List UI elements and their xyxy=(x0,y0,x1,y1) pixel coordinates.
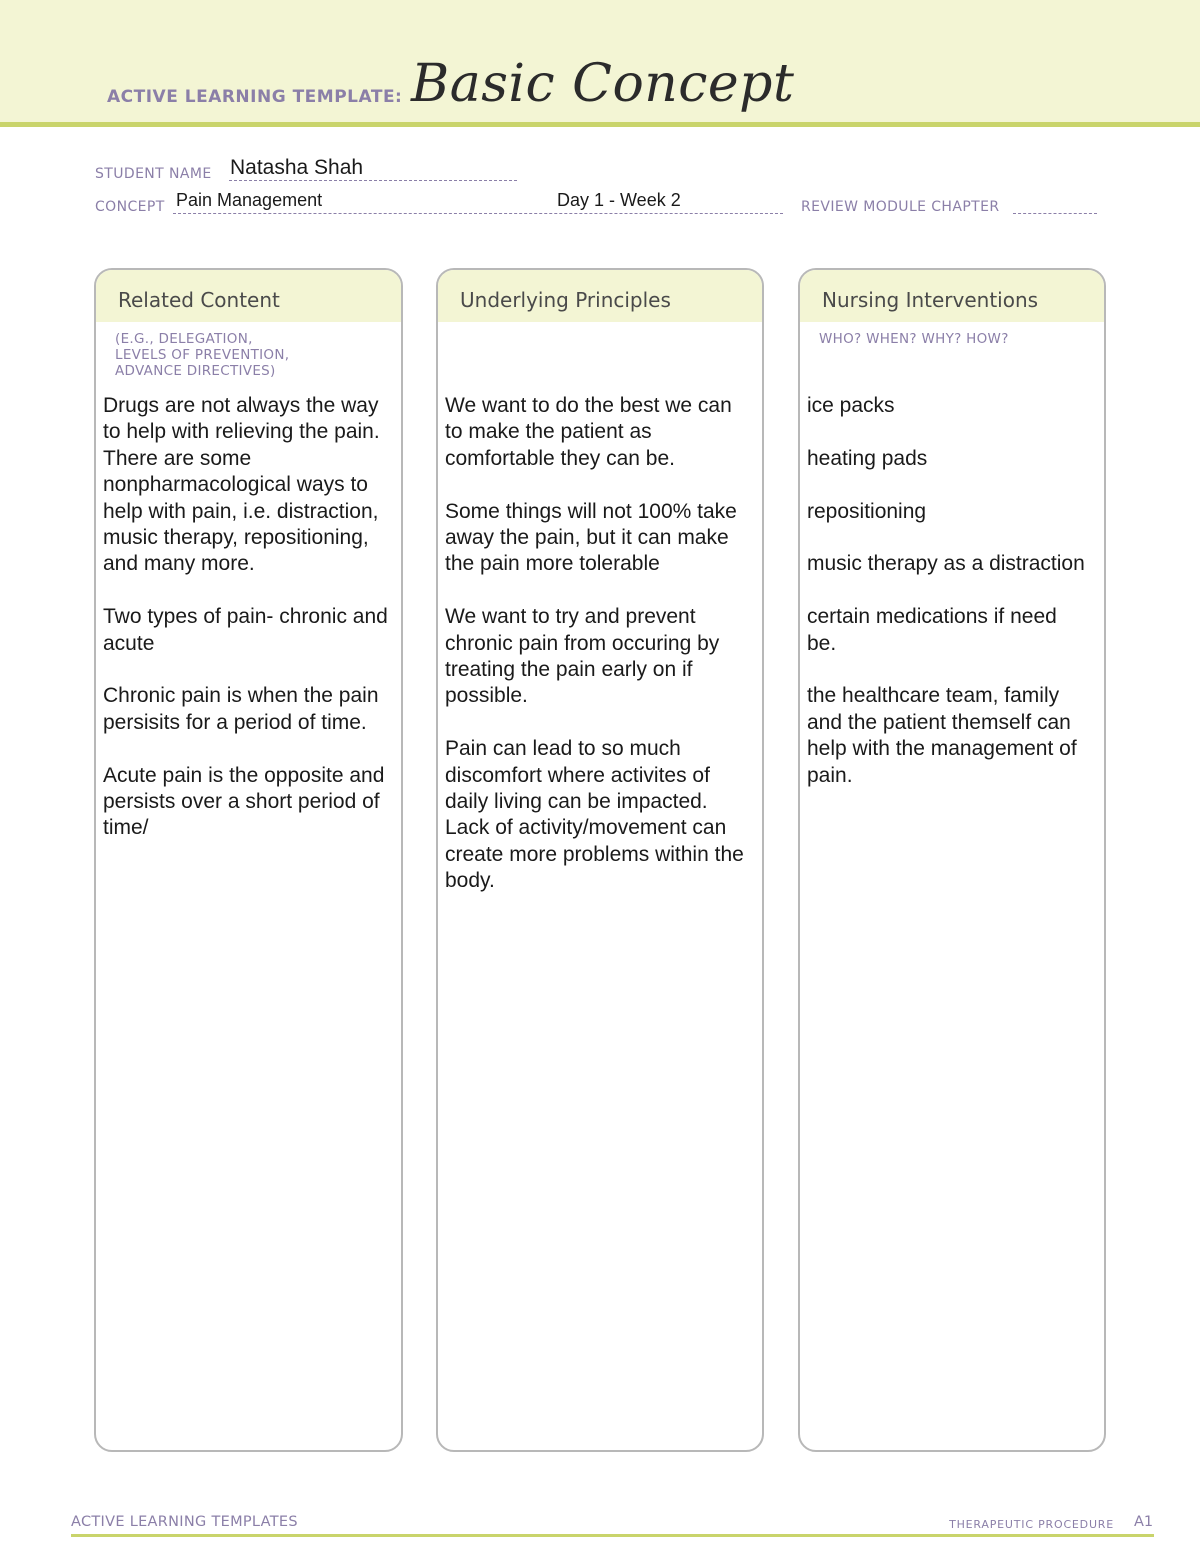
footer-section: THERAPEUTIC PROCEDURE xyxy=(949,1518,1114,1531)
footer-label: ACTIVE LEARNING TEMPLATES xyxy=(71,1514,298,1530)
underlying-principles-paragraph: Pain can lead to so much discomfort where activites of daily living can be impacted. Lack of activity/movement can create more problems within the body. xyxy=(445,737,744,893)
related-content-hint-line: (E.G., DELEGATION, xyxy=(115,331,253,347)
header-rule xyxy=(0,122,1200,127)
nursing-interventions-paragraph: music therapy as a distraction xyxy=(807,552,1085,576)
concept-extra-field[interactable]: Day 1 - Week 2 xyxy=(557,190,681,210)
concept-label: CONCEPT xyxy=(95,199,165,215)
nursing-interventions-paragraph: heating pads xyxy=(807,446,928,470)
student-name-line xyxy=(229,180,517,181)
student-name-field[interactable]: Natasha Shah xyxy=(230,156,364,179)
template-title: Basic Concept xyxy=(411,54,795,114)
review-module-label: REVIEW MODULE CHAPTER xyxy=(801,199,1000,215)
nursing-interventions-paragraph: the healthcare team, family and the patient themself can help with the management of pain. xyxy=(807,684,1077,787)
concept-field[interactable]: Pain Management xyxy=(176,190,323,210)
underlying-principles-body[interactable] xyxy=(445,393,749,921)
underlying-principles-paragraph: Some things will not 100% take away the pain, but it can make the pain more tolerable xyxy=(445,499,737,576)
related-content-hint-line: ADVANCE DIRECTIVES) xyxy=(115,363,276,379)
related-content-body[interactable] xyxy=(103,393,388,868)
nursing-interventions-body[interactable] xyxy=(807,393,1091,815)
footer-rule xyxy=(71,1534,1154,1537)
nursing-interventions-title: Nursing Interventions xyxy=(822,288,1039,312)
template-label: ACTIVE LEARNING TEMPLATE: xyxy=(107,87,403,107)
nursing-interventions-paragraph: certain medications if need be. xyxy=(807,605,1057,655)
nursing-interventions-paragraph: ice packs xyxy=(807,394,895,417)
related-content-paragraph: Two types of pain- chronic and acute xyxy=(103,605,388,655)
nursing-interventions-paragraph: repositioning xyxy=(807,499,927,523)
underlying-principles-title: Underlying Principles xyxy=(460,288,671,312)
concept-line xyxy=(173,213,783,214)
underlying-principles-paragraph: We want to try and prevent chronic pain from occuring by treating the pain early on if possible. xyxy=(445,605,720,708)
related-content-title: Related Content xyxy=(118,288,280,312)
related-content-paragraph: Chronic pain is when the pain persisits for a period of time. xyxy=(103,684,379,734)
nursing-interventions-panel xyxy=(798,268,1106,1452)
underlying-principles-panel xyxy=(436,268,764,1452)
review-module-line xyxy=(1013,213,1097,214)
related-content-hint-line: LEVELS OF PREVENTION, xyxy=(115,347,290,363)
related-content-paragraph: Acute pain is the opposite and persists over a short period of time/ xyxy=(103,763,385,840)
underlying-principles-paragraph: We want to do the best we can to make the patient as comfortable they can be. xyxy=(445,394,732,470)
nursing-interventions-hint-line: WHO? WHEN? WHY? HOW? xyxy=(819,331,1009,347)
footer-page-number: A1 xyxy=(1134,1514,1154,1530)
student-name-label: STUDENT NAME xyxy=(95,166,212,182)
related-content-hint xyxy=(115,331,289,379)
nursing-interventions-hint xyxy=(819,331,1009,347)
related-content-paragraph: Drugs are not always the way to help with relieving the pain. There are some nonpharmacological ways to help with pain, i.e. distraction, music therapy, repositioning, and many more. xyxy=(103,394,380,576)
related-content-panel xyxy=(94,268,403,1452)
